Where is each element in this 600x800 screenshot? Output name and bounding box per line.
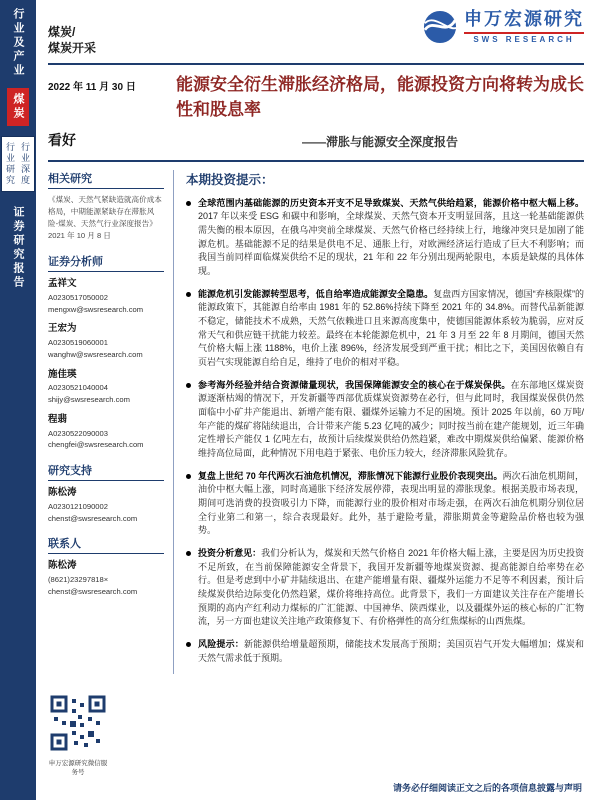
- highlights-heading: 本期投资提示：: [186, 172, 274, 187]
- related-research-section: [48, 170, 164, 243]
- contact-heading: 联系人: [48, 535, 164, 554]
- bullet-icon: [186, 383, 191, 388]
- highlight-text: 我们分析认为，煤炭和天然气价格自 2021 年价格大幅上涨，主要是因为历史投资不足所致，在当前保障能源安全背景下，我国开发新疆等地煤炭资源、提高能源自给率势在必行。但是考虑到中小矿井陆续退出、在建产能增量有限、疆煤外运能力不足等不利因素，预计后续煤炭供给边际变化仍然趋紧，煤价将维持高位。此背景下，我们一方面建议关注存在产能增长预期的高内产红利动力煤标的广汇能源、中国神华、陕西煤业，以及疆煤外运的核心标的广汇物流，另一方面也建议关注地产政策修复下、有价格弹性的高分红焦煤标的山西焦煤。: [198, 548, 584, 627]
- analyst-code: A0230521040004: [48, 383, 108, 393]
- brand-name-en: SWS RESEARCH: [464, 32, 584, 44]
- rail-label-report-type-2: 行业深度: [20, 142, 30, 186]
- highlight-lead: 全球范围内基础能源的历史资本开支不足导致煤炭、天然气供给趋紧，能源价格中枢大幅上移。: [198, 197, 584, 208]
- body-columns: [48, 170, 584, 675]
- analyst-name: 王宏为: [48, 323, 77, 335]
- bullet-icon: [186, 201, 191, 206]
- rail-label-report-type-1: 行业研究: [5, 142, 15, 186]
- analysts-heading: 证券分析师: [48, 253, 164, 272]
- analyst-entry: [48, 413, 164, 451]
- sws-globe-icon: [423, 10, 457, 44]
- highlight-lead: 投资分析意见：: [198, 548, 262, 559]
- rating-label: 看好: [48, 131, 76, 148]
- related-research-item: 《煤炭、天然气紧缺造就高价成本格局，中期能源紧缺存在滞胀风险-煤炭、天然气行业深度报告》2021 年 10 月 8 日: [48, 194, 162, 241]
- analyst-entry: [48, 277, 164, 315]
- analyst-name: 孟祥文: [48, 278, 77, 290]
- research-support-section: [48, 462, 164, 524]
- bullet-icon: [186, 642, 191, 647]
- footer-disclaimer: 请务必仔细阅读正文之后的各项信息披露与声明: [392, 783, 582, 793]
- analyst-code: A0230517050002: [48, 292, 108, 302]
- analyst-email: wanghw@swsresearch.com: [48, 349, 143, 359]
- category-line1: 煤炭/: [48, 25, 76, 39]
- analysts-section: [48, 253, 164, 451]
- highlight-item: [186, 288, 584, 370]
- report-title: 能源安全衍生滞胀经济格局，能源投资方向将转为成长性和股息率: [176, 75, 584, 120]
- title-divider: [48, 160, 584, 162]
- contact-name: 陈松涛: [48, 560, 77, 572]
- contact-entry: [48, 559, 164, 597]
- qr-block: [48, 695, 108, 776]
- rail-report-type-box: [1, 136, 35, 192]
- brand-text: [464, 10, 584, 44]
- category-line2: 煤炭开采: [48, 41, 97, 56]
- rail-label-industry-name: 煤炭: [7, 88, 29, 126]
- rail-label-research-report: 证券研究报告: [12, 206, 24, 290]
- analyst-entry: [48, 322, 164, 360]
- analyst-email: mengxw@swsresearch.com: [48, 304, 144, 314]
- highlight-item: [186, 470, 584, 538]
- brand-logo: [423, 10, 584, 44]
- highlight-item: [186, 547, 584, 629]
- highlight-text: 在东部地区煤炭资源逐渐枯竭的情况下，开发新疆等西部优质煤炭资源势在必行，但与此同时，我国煤炭保供仍然面临中小矿井产能退出、新增产能有限、疆煤外运输力不足的困境。预计 2025 年以前，60 万吨/年产能的煤矿将陆续退出，合计带来产能 5.23 亿吨的减少；同时按当前在建产能规划，近三年确定性增长产能仅 1 亿吨左右，故预计后续煤炭供给仍然趋紧，难改中期煤炭供给偏紧、能源价格维持高位局面，此种情况下用电趋于紧张、电价压力较大，经济滞胀风险犹存。: [198, 379, 584, 459]
- report-date: 2022 年 11 月 30 日: [48, 82, 136, 94]
- highlight-item: [186, 638, 584, 665]
- bullet-icon: [186, 292, 191, 297]
- research-support-heading: 研究支持: [48, 462, 164, 481]
- bullet-icon: [186, 474, 191, 479]
- analyst-name: 程翡: [48, 413, 68, 425]
- title-block: [48, 73, 584, 149]
- highlight-text: 复盘西方国家情况，德国“弃核限煤”的能源政策下，其能源自给率由 1981 年的 52.86%持续下降至 2021 年的 34.8%。而替代品新能源不稳定，储能技术不成熟，天然气依赖进口且来源高度集中，使德国能源体系较为脆弱，应对反常天气和供应链干扰能力较差。最终在本轮能源危机中，21 年 3 月至 22 年 8 月期间，德国天然气价格大幅上涨 1188%，电价上涨 896%，经济发展受到严重干扰；相比之下，美国因依赖自有页岩气实现能源自给自足，维持了电价的相对平稳。: [198, 288, 584, 368]
- highlight-lead: 参考海外经验并结合资源储量现状，我国保障能源安全的核心在于煤炭保供。: [198, 379, 511, 390]
- highlight-lead: 能源危机引发能源转型思考，低自给率造成能源安全隐患。: [198, 288, 434, 299]
- support-name: 陈松涛: [48, 487, 77, 499]
- page-content: [36, 0, 600, 800]
- highlight-lead: 风险提示：: [198, 639, 244, 650]
- investment-highlights: [174, 170, 584, 675]
- highlight-item: [186, 197, 584, 279]
- contact-section: [48, 535, 164, 597]
- highlight-text: 2017 年以来受 ESG 和碳中和影响，全球煤炭、天然气资本开支明显回落，且这一轮基础能源供需失衡的根本原因，在俄乌冲突前全球煤炭、天然气价格已经持续上行，地缘冲突只是加剧了能源危机。基础能源不足的结果是供电不足、通胀上行，对欧洲经济运行造成了巨大不利影响；而我国当前同样面临煤炭供给不足的现状，21 年和 22 年分别出现两轮限电，本质是缺煤的具体体现。: [198, 211, 584, 277]
- category-label: [48, 10, 96, 56]
- support-code: A0230121090002: [48, 501, 108, 511]
- support-entry: [48, 486, 164, 524]
- brand-name-cn: 申万宏源研究: [464, 9, 584, 30]
- report-subtitle: ——滞胀与能源安全深度报告: [301, 134, 458, 149]
- related-research-heading: 相关研究: [48, 170, 164, 189]
- analyst-code: A0230522090003: [48, 428, 108, 438]
- bullet-icon: [186, 551, 191, 556]
- analyst-code: A0230519060001: [48, 338, 108, 348]
- highlight-text: 两次石油危机期间，油价中枢大幅上涨，同时高通胀下经济发展停滞，表现出明显的滞胀现象。根据美股市场表现，期间可选消费的投资吸引力下降，而能源行业的股价相对市场走强，在两次石油危机期分别位居全行业第二和第一，综合表现最好。此外，基于避险考量，滞胀期黄金等避险品价格也较为强势。: [198, 470, 584, 536]
- sidebar-info: [48, 170, 174, 675]
- support-email: chenst@swsresearch.com: [48, 513, 138, 523]
- analyst-email: shijy@swsresearch.com: [48, 395, 130, 405]
- contact-email: chenst@swsresearch.com: [48, 586, 138, 596]
- highlight-item: [186, 379, 584, 461]
- rail-label-industry-section: 行业及产业: [12, 8, 24, 78]
- qr-code: [50, 738, 106, 755]
- analyst-entry: [48, 368, 164, 406]
- left-rail: [0, 0, 36, 800]
- contact-phone: (8621)23297818×: [48, 575, 109, 585]
- analyst-email: chengfei@swsresearch.com: [48, 440, 144, 450]
- highlight-lead: 复盘上世纪 70 年代两次石油危机情况，滞胀情况下能源行业股价表现突出。: [198, 470, 503, 481]
- analyst-name: 施佳瑛: [48, 368, 77, 380]
- header-divider: [48, 63, 584, 65]
- header: [48, 10, 584, 56]
- qr-caption: 申万宏源研究微信服务号: [48, 760, 108, 776]
- highlight-text: 新能源供给增量超预期，储能技术发展高于预期；美国页岩气开发大幅增加；煤炭和天然气需求低于预期。: [198, 639, 584, 663]
- highlights-list: [186, 197, 584, 666]
